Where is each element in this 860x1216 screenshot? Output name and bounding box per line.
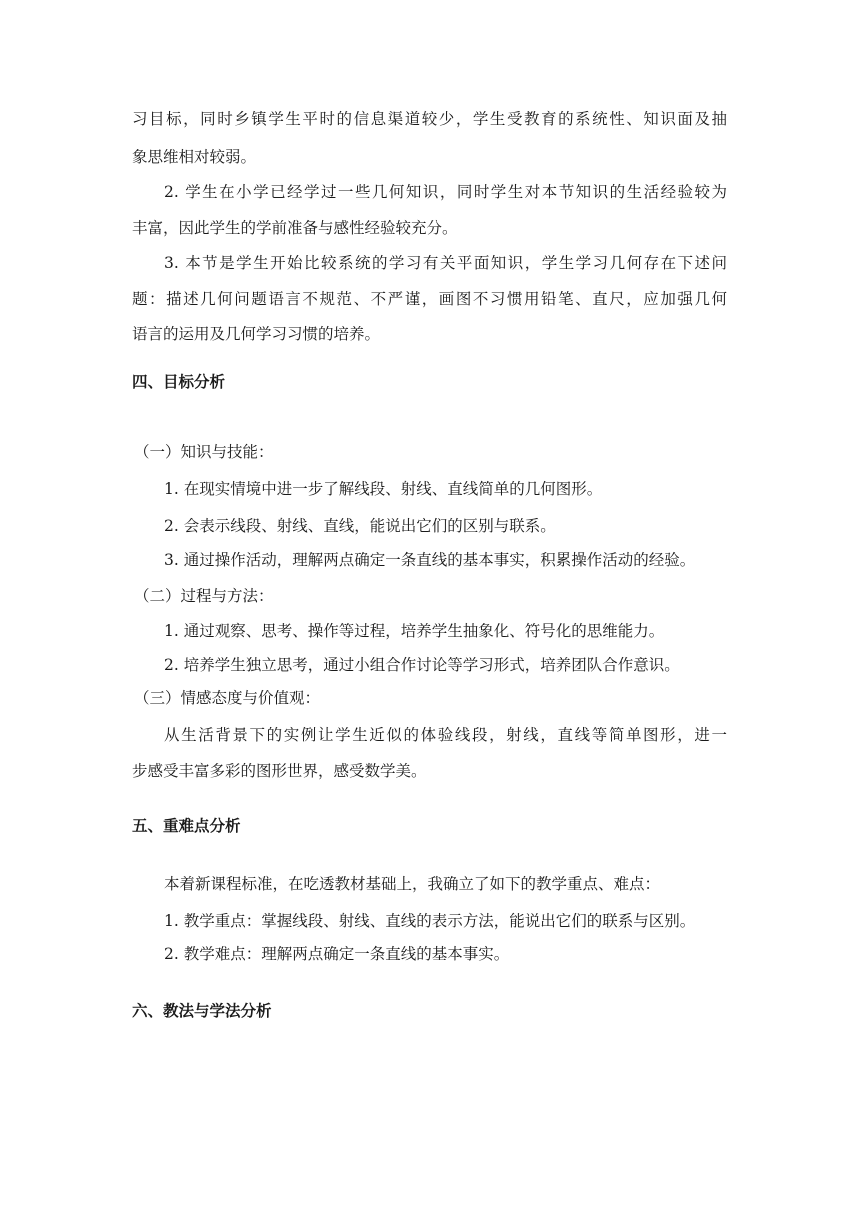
list-item: 1. 教学重点：掌握线段、射线、直线的表示方法，能说出它们的联系与区别。 [164, 912, 696, 930]
subsection-title: （三）情感态度与价值观： [134, 689, 321, 707]
paragraph-line: 丰富，因此学生的学前准备与感性经验较充分。 [132, 219, 458, 237]
list-item: 2. 培养学生独立思考，通过小组合作讨论等学习形式，培养团队合作意识。 [164, 656, 680, 674]
paragraph-line: 本着新课程标准，在吃透教材基础上，我确立了如下的教学重点、难点： [164, 875, 661, 893]
section-heading: 四、目标分析 [132, 373, 226, 391]
paragraph-line: 象思维相对较弱。 [132, 148, 257, 166]
paragraph-line: 习目标，同时乡镇学生平时的信息渠道较少，学生受教育的系统性、知识面及抽 [132, 110, 727, 128]
paragraph-line: 语言的运用及几何学习习惯的培养。 [132, 325, 381, 343]
list-item: 1. 在现实情境中进一步了解线段、射线、直线简单的几何图形。 [164, 480, 603, 498]
list-item: 2. 教学难点：理解两点确定一条直线的基本事实。 [164, 945, 510, 963]
list-item: 1. 通过观察、思考、操作等过程，培养学生抽象化、符号化的思维能力。 [164, 622, 665, 640]
list-item: 2. 会表示线段、射线、直线，能说出它们的区别与联系。 [164, 517, 556, 535]
list-item: 3. 通过操作活动，理解两点确定一条直线的基本事实，积累操作活动的经验。 [164, 551, 696, 569]
paragraph-line: 从生活背景下的实例让学生近似的体验线段，射线，直线等简单图形，进一 [164, 726, 727, 744]
section-heading: 五、重难点分析 [132, 817, 241, 835]
section-heading: 六、教法与学法分析 [132, 1002, 272, 1020]
paragraph-line: 题：描述几何问题语言不规范、不严谨，画图不习惯用铅笔、直尺，应加强几何 [132, 290, 727, 308]
subsection-title: （二）过程与方法： [134, 587, 274, 605]
paragraph-line: 3. 本节是学生开始比较系统的学习有关平面知识，学生学习几何存在下述问 [164, 254, 727, 272]
paragraph-line: 步感受丰富多彩的图形世界，感受数学美。 [132, 762, 427, 780]
paragraph-line: 2. 学生在小学已经学过一些几何知识，同时学生对本节知识的生活经验较为 [164, 183, 727, 201]
subsection-title: （一）知识与技能： [134, 443, 274, 461]
